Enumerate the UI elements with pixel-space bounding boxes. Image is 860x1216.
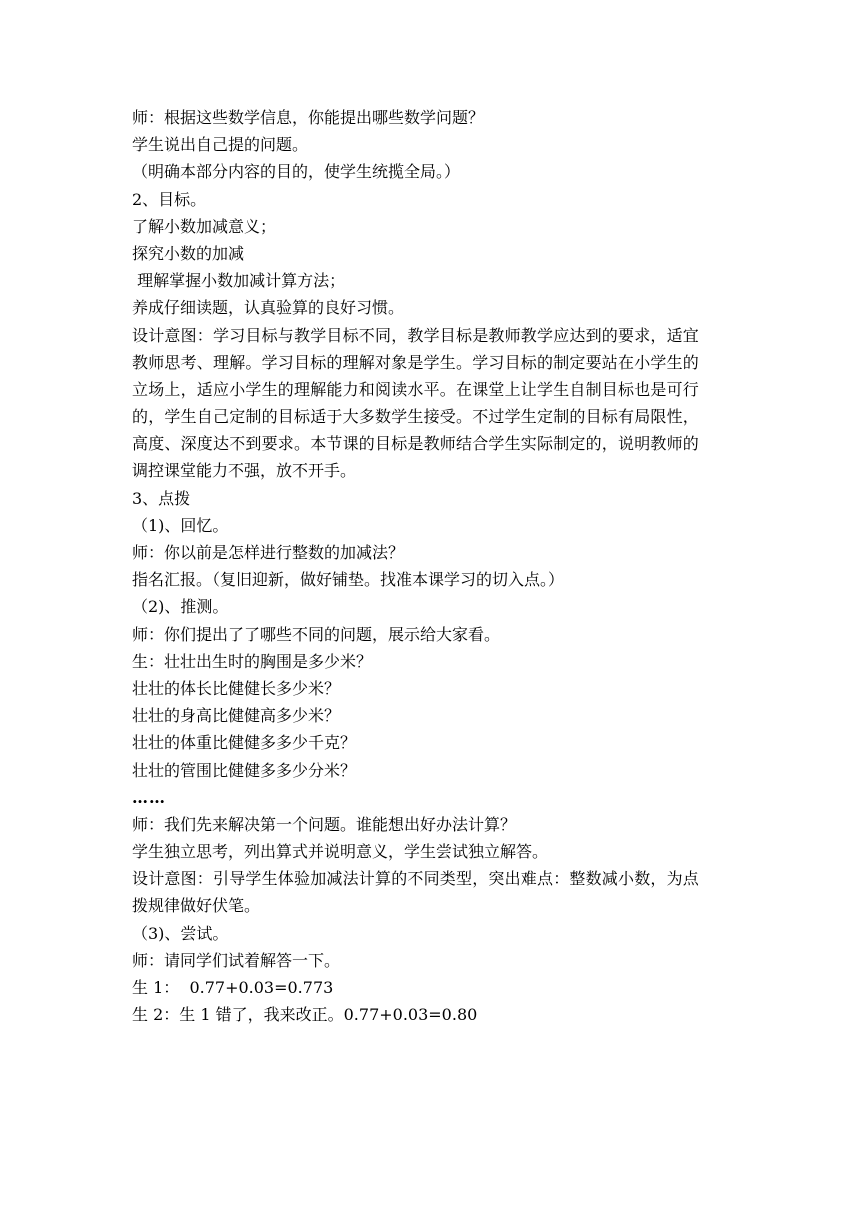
section-heading: 2、目标。 [132,189,207,209]
text-line: 壮壮的身高比健健高多少米？ [132,706,341,726]
text-line: 生：壮壮出生时的胸围是多少米？ [132,651,373,671]
text-line: 理解掌握小数加减计算方法； [132,271,346,291]
text-line: 探究小数的加减 [132,243,245,263]
subsection-heading: （2)、推测。 [132,597,229,617]
document-body [132,104,732,1028]
text-line: 指名汇报。（复旧迎新，做好铺垫。找准本课学习的切入点。） [132,570,565,590]
text-line: 生 1： 0.77+0.03=0.773 [132,978,334,997]
text-line: 立场上，适应小学生的理解能力和阅读水平。在课堂上让学生自制目标也是可行 [132,379,700,399]
subsection-heading: （1)、回忆。 [132,515,229,535]
text-line: 师：请同学们试着解答一下。 [132,950,341,970]
text-line: 设计意图：引导学生体验加减法计算的不同类型，突出难点：整数减小数，为点 [132,869,700,889]
text-line: 调控课堂能力不强，放不开手。 [132,461,357,481]
text-line: 师：我们先来解决第一个问题。谁能想出好办法计算？ [132,814,517,834]
text-line: 教师思考、理解。学习目标的理解对象是学生。学习目标的制定要站在小学生的 [132,352,700,372]
text-line: 拨规律做好伏笔。 [132,896,261,916]
text-line: 学生说出自己提的问题。 [132,135,309,155]
subsection-heading: （3)、尝试。 [132,923,229,943]
text-line: 师：你们提出了了哪些不同的问题，展示给大家看。 [132,624,501,644]
text-line: 师：你以前是怎样进行整数的加减法？ [132,543,405,562]
text-line: 壮壮的管围比健健多多少分米？ [132,760,357,780]
text-line: 师：根据这些数学信息，你能提出哪些数学问题？ [132,108,485,127]
text-line: 设计意图：学习目标与教学目标不同，教学目标是教师教学应达到的要求，适宜 [132,325,700,345]
text-line: 生 2：生 1 错了，我来改正。0.77+0.03=0.80 [132,1005,478,1025]
section-heading: 3、点拨 [132,488,191,508]
text-line: 了解小数加减意义； [132,216,277,236]
ellipsis-line: …… [132,787,166,807]
text-line: 壮壮的体长比健健长多少米？ [132,678,341,698]
text-line: 养成仔细读题，认真验算的良好习惯。 [132,298,405,318]
text-line: 高度、深度达不到要求。本节课的目标是教师结合学生实际制定的，说明教师的 [132,434,700,454]
text-line: （明确本部分内容的目的，使学生统揽全局。） [132,162,461,182]
text-line: 壮壮的体重比健健多多少千克？ [132,733,357,753]
text-line: 的，学生自己定制的目标适于大多数学生接受。不过学生定制的目标有局限性， [132,407,700,427]
text-line: 学生独立思考，列出算式并说明意义，学生尝试独立解答。 [132,842,549,862]
